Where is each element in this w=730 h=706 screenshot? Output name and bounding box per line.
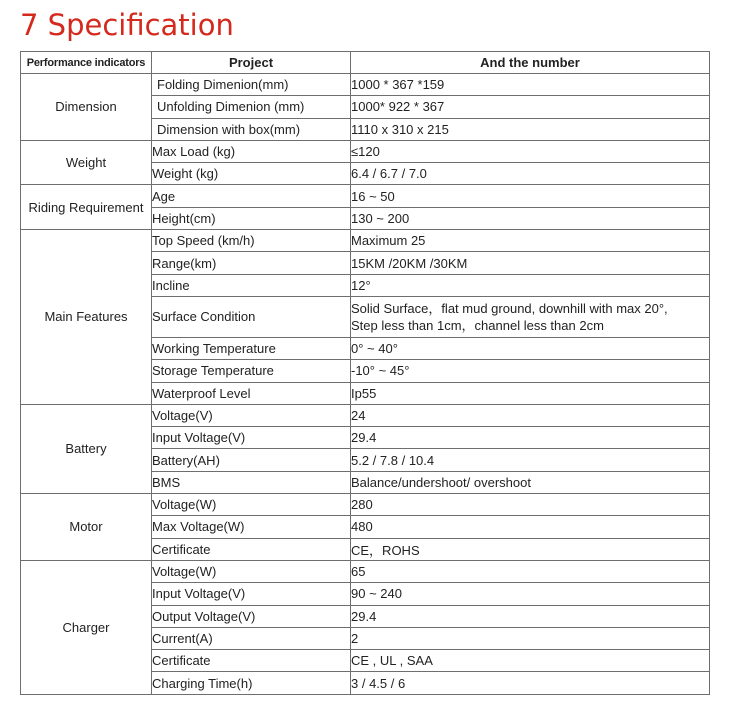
value-cell: 6.4 / 6.7 / 7.0 — [351, 163, 710, 185]
header-project: Project — [152, 52, 351, 74]
table-row — [21, 140, 710, 162]
project-cell: Dimension with box(mm) — [152, 118, 351, 140]
project-cell: Certificate — [152, 538, 351, 560]
project-cell: Top Speed (km/h) — [152, 230, 351, 252]
table-row — [21, 185, 710, 207]
value-cell: 480 — [351, 516, 710, 538]
project-cell: Input Voltage(V) — [152, 583, 351, 605]
value-cell: 3 / 4.5 / 6 — [351, 672, 710, 694]
project-cell: Waterproof Level — [152, 382, 351, 404]
project-cell: Max Load (kg) — [152, 140, 351, 162]
project-cell: Incline — [152, 274, 351, 296]
value-cell: 1000* 922 * 367 — [351, 96, 710, 118]
header-and-the-number: And the number — [351, 52, 710, 74]
project-cell: BMS — [152, 471, 351, 493]
specification-table — [20, 51, 710, 695]
category-cell: Charger — [21, 560, 152, 694]
project-cell: Certificate — [152, 650, 351, 672]
project-cell: Folding Dimenion(mm) — [152, 74, 351, 96]
value-cell: -10° ~ 45° — [351, 360, 710, 382]
project-cell: Voltage(W) — [152, 560, 351, 582]
table-row — [21, 74, 710, 96]
table-row — [21, 230, 710, 252]
value-cell: 1000 * 367 *159 — [351, 74, 710, 96]
value-cell: ≤120 — [351, 140, 710, 162]
value-cell: Balance/undershoot/ overshoot — [351, 471, 710, 493]
project-cell: Weight (kg) — [152, 163, 351, 185]
category-cell: Dimension — [21, 74, 152, 141]
value-cell: 29.4 — [351, 427, 710, 449]
value-cell: CE，ROHS — [351, 538, 710, 560]
table-row — [21, 494, 710, 516]
value-cell: 0° ~ 40° — [351, 337, 710, 359]
value-cell: Ip55 — [351, 382, 710, 404]
project-cell: Surface Condition — [152, 296, 351, 337]
project-cell: Current(A) — [152, 627, 351, 649]
value-cell: 90 ~ 240 — [351, 583, 710, 605]
project-cell: Voltage(V) — [152, 404, 351, 426]
page-title: 7 Specification — [20, 8, 234, 42]
value-cell: 130 ~ 200 — [351, 207, 710, 229]
project-cell: Unfolding Dimenion (mm) — [152, 96, 351, 118]
category-cell: Riding Requirement — [21, 185, 152, 230]
value-cell: 65 — [351, 560, 710, 582]
project-cell: Height(cm) — [152, 207, 351, 229]
value-cell: 29.4 — [351, 605, 710, 627]
header-performance-indicators: Performance indicators — [21, 52, 152, 74]
project-cell: Output Voltage(V) — [152, 605, 351, 627]
category-cell: Motor — [21, 494, 152, 561]
category-cell: Main Features — [21, 230, 152, 405]
value-cell: 15KM /20KM /30KM — [351, 252, 710, 274]
value-cell: 1110 x 310 x 215 — [351, 118, 710, 140]
table-body — [21, 74, 710, 695]
category-cell: Battery — [21, 404, 152, 493]
value-cell — [351, 296, 710, 337]
value-line: Solid Surface，flat mud ground, downhill with max 20°, — [351, 300, 668, 316]
project-cell: Storage Temperature — [152, 360, 351, 382]
project-cell: Voltage(W) — [152, 494, 351, 516]
project-cell: Range(km) — [152, 252, 351, 274]
value-line: Step less than 1cm，channel less than 2cm — [351, 317, 604, 333]
project-cell: Charging Time(h) — [152, 672, 351, 694]
value-cell: 12° — [351, 274, 710, 296]
table-row — [21, 560, 710, 582]
value-cell: 24 — [351, 404, 710, 426]
value-cell: 5.2 / 7.8 / 10.4 — [351, 449, 710, 471]
value-cell: 2 — [351, 627, 710, 649]
table-row — [21, 404, 710, 426]
value-cell: 280 — [351, 494, 710, 516]
value-cell: 16 ~ 50 — [351, 185, 710, 207]
project-cell: Max Voltage(W) — [152, 516, 351, 538]
table-header-row — [21, 52, 710, 74]
project-cell: Input Voltage(V) — [152, 427, 351, 449]
value-cell: CE , UL , SAA — [351, 650, 710, 672]
project-cell: Age — [152, 185, 351, 207]
project-cell: Working Temperature — [152, 337, 351, 359]
category-cell: Weight — [21, 140, 152, 185]
project-cell: Battery(AH) — [152, 449, 351, 471]
value-cell: Maximum 25 — [351, 230, 710, 252]
